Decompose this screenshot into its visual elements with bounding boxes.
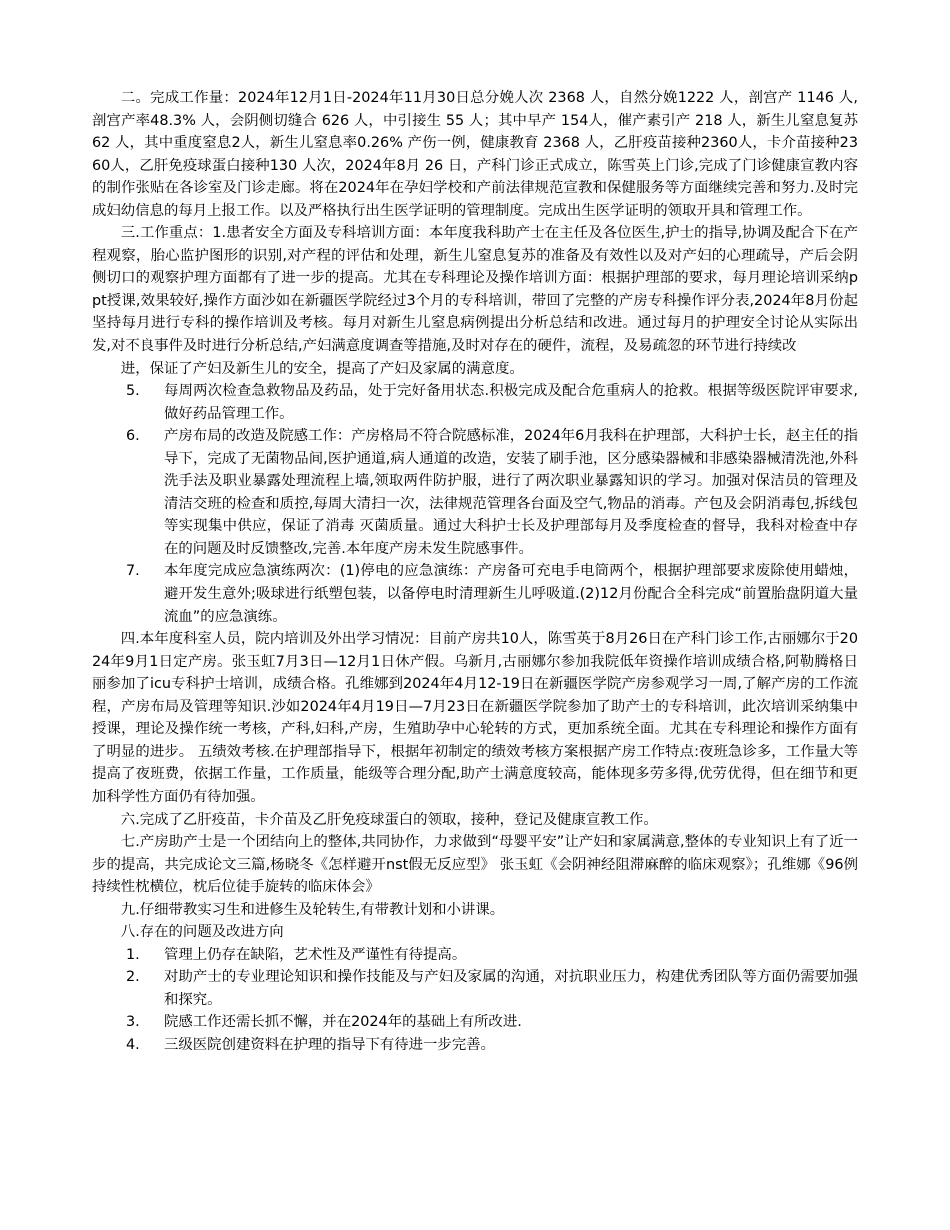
list-item-text: 本年度完成应急演练两次：(1)停电的应急演练：产房备可充电手电筒两个，根据护理部要求废除使用蜡烛，避开发生意外;吸球进行纸塑包装，以备停电时清理新生儿呼吸道.(2)12月份配合全科完成“前置胎盘阴道大量流血”的应急演练。 [164,563,858,625]
list-item-text: 产房布局的改造及院感工作：产房格局不符合院感标准，2024年6月我科在护理部，大科护士长，赵主任的指导下，完成了无菌物品间,医护通道,病人通道的改造，安装了刷手池，区分感染器械和非感染器械清洗池,外科洗手法及职业暴露处理流程上墙,领取两件防护服，进行了两次职业暴露知识的学习。加强对保洁员的管理及清洁交班的检查和质控,每周大清扫一次，法律规范管理各台面及空气,物品的消毒。产包及会阴消毒包,拆线包等实现集中供应，保证了消毒 灭菌质量。通过大科护士长及护理部每月及季度检查的督导，我科对检查中存在的问题及时反馈整改,完善.本年度产房未发生院感事件。 [164,428,858,557]
list-item-number: 2. [126,969,140,986]
list-item [92,1034,858,1057]
list-item-number: 6. [126,428,140,445]
list-item-text: 对助产士的专业理论知识和操作技能及与产妇及家属的沟通，对抗职业压力，构建优秀团队等方面仍需要加强和探究。 [164,969,858,1008]
list-item [92,1011,858,1034]
list-item-text: 每周两次检查急救物品及药品，处于完好备用状态.积极完成及配合危重病人的抢救。根据等级医院评审要求,做好药品管理工作。 [164,383,858,422]
list-item [92,966,858,1011]
list-item-number: 1. [126,946,140,963]
list-item-text: 院感工作还需长抓不懈，并在2024年的基础上有所改进. [164,1014,522,1031]
section-3-key-work: 三.工作重点：1.患者安全方面及专科培训方面：本年度我科助产士在主任及各位医生,护士的指导,协调及配合下在产程观察，胎心监护图形的识别,对产程的评估和处理，新生儿窒息复苏的准备及有效性以及对产妇的心理疏导，产后会阴侧切口的观察护理方面都有了进一步的提高。尤其在专科理论及操作培训方面：根据护理部的要求，每月理论培训采纳ppt授课,效果较好,操作方面沙如在新疆医学院经过3个月的专科培训，带回了完整的产房专科操作评分表,2024年8月份起坚持每月进行专科的操作培训及考核。每月对新生儿窒息病例提出分析总结和改进。通过每月的护理安全讨论从实际出发,对不良事件及时进行分析总结,产妇满意度调查等措施,及时对存在的硬件，流程，及易疏忽的环节进行持续改 [92,225,858,355]
list-item-number: 4. [126,1036,140,1053]
list-item [92,380,858,425]
list-item [92,560,858,628]
section-4-staff-training: 四.本年度科室人员，院内培训及外出学习情况：目前产房共10人，陈雪英于8月26日在产科门诊工作,古丽娜尔于2024年9月1日定产房。张玉虹7月3日—12月1日休产假。乌新月,古丽娜尔参加我院低年资操作培训成绩合格,阿勒腾格日丽参加了icu专科护士培训，成绩合格。孔维娜到2024年4月12-19日在新疆医学院产房参观学习一周,了解产房的工作流程，产房布局及管理等知识.沙如2024年4月19日—7月23日在新疆医学院参加了助产士的专科培训，此次培训采纳集中授课，理论及操作统一考核，产科,妇科,产房，生殖助孕中心轮转的方式，更加系统全面。尤其在专科理论和操作方面有了明显的进步。 五绩效考核.在护理部指导下，根据年初制定的绩效考核方案根据产房工作特点:夜班急诊多，工作量大等提高了夜班费，依据工作量，工作质量，能级等合理分配,助产士满意度较高，能体现多劳多得,优劳优得，但在细节和更加科学性方面仍有待加强。 [92,631,859,805]
list-item-text: 三级医院创建资料在护理的指导下有待进一步完善。 [164,1036,495,1053]
list-item [92,944,858,967]
section-9-teaching: 九.仔细带教实习生和进修生及轮转生,有带教计划和小讲课。 [120,901,505,918]
list-item-text: 管理上仍存在缺陷，艺术性及严谨性有待提高。 [164,946,467,963]
list-item-number: 3. [126,1014,140,1031]
list-item-number: 5. [126,383,140,400]
list-item [92,425,858,560]
section-8-heading: 八.存在的问题及改进方向 [120,924,284,941]
section-3-continuation: 进，保证了产妇及新生儿的安全，提高了产妇及家属的满意度。 [120,360,524,377]
section-7-team-papers: 七.产房助产士是一个团结向上的整体,共同协作，力求做到“母婴平安”让产妇和家属满意,整体的专业知识上有了近一步的提高，共完成论文三篇,杨晓冬《怎样避开nst假无反应型》 张玉虹《会阴神经阻滞麻醉的临床观察》；孔维娜《96例持续性枕横位，枕后位徒手旋转的临床体会》 [92,834,858,896]
section-6-vaccines: 六.完成了乙肝疫苗，卡介苗及乙肝免疫球蛋白的领取，接种，登记及健康宣教工作。 [120,811,658,828]
section-2-workload: 二。完成工作量：2024年12月1日-2024年11月30日总分娩人次 2368 人，自然分娩1222 人，剖宫产 1146 人,剖宫产率48.3% 人，会阴侧切缝合 626 人，中引接生 55 人；其中早产 154人，催产素引产 218 人，新生儿窒息复苏 62 人，其中重度窒息2人，新生儿窒息率0.26% 产伤一例，健康教育 2368 人，乙肝疫苗接种2360人，卡介苗接种2360人，乙肝免疫球蛋白接种130 人次，2024年8月 26 日，产科门诊正式成立，陈雪英上门诊,完成了门诊健康宣教内容的制作张贴在各诊室及门诊走廊。将在2024年在孕妇学校和产前法律规范宣教和保健服务等方面继续完善和努力.及时完成妇幼信息的每月上报工作。以及严格执行出生医学证明的管理制度。完成出生医学证明的领取开具和管理工作。 [92,90,858,219]
list-item-number: 7. [126,563,140,580]
